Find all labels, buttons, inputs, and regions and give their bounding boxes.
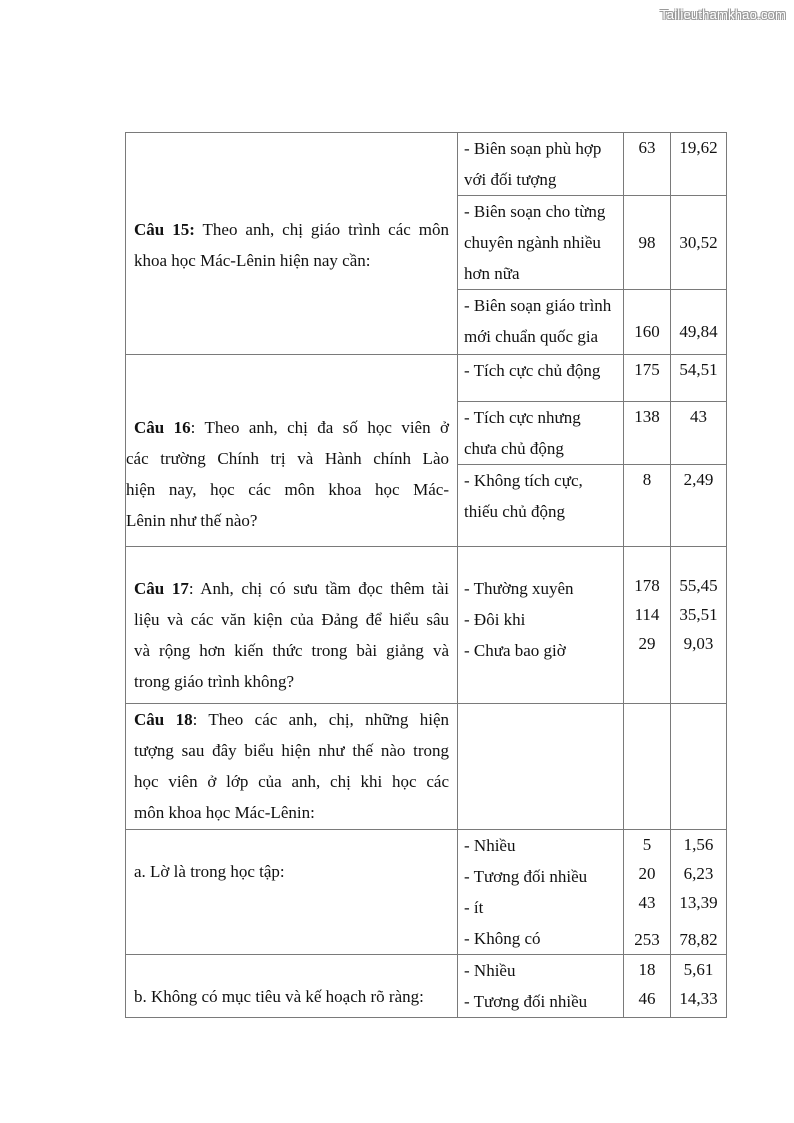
q17-option: - Chưa bao giờ: [464, 641, 566, 660]
question-17-line-2: liệu và các văn kiện của Đảng để hiểu sâu: [134, 610, 449, 629]
question-16-cell: [126, 355, 458, 547]
q15-percent-3: 49,84: [671, 290, 727, 355]
q17-count: 29: [638, 634, 656, 653]
q18b-percents: [671, 955, 727, 1018]
q15-count-2: 98: [624, 196, 671, 290]
q15-count-1: 63: [624, 133, 671, 196]
q15-option-3: - Biên soạn giáo trình mới chuẩn quốc gia: [458, 290, 624, 355]
watermark: Tailieuthamkhao.com: [660, 7, 786, 22]
empty-cell: [458, 704, 624, 830]
q17-count: 178: [634, 576, 660, 595]
question-18b-label: b. Không có mục tiêu và kế hoạch rõ ràng:: [134, 987, 424, 1006]
question-16-line-1: Câu 16: Theo anh, chị đa số học viên ở: [134, 418, 450, 437]
q18b-counts: [624, 955, 671, 1018]
q18a-count: 5: [642, 835, 652, 854]
q18a-percent: 13,39: [679, 893, 718, 912]
q15-option-1: - Biên soạn phù hợp với đối tượng: [458, 133, 624, 196]
q17-percents: [671, 547, 727, 704]
q18b-options: [458, 955, 624, 1018]
q18b-percent: 14,33: [679, 989, 718, 1008]
q18a-options: [458, 830, 624, 955]
table-row: [126, 133, 727, 196]
q16-option-2: - Tích cực nhưng chưa chủ động: [458, 402, 624, 465]
table-row: [126, 704, 727, 830]
q18a-percent: 6,23: [683, 864, 714, 883]
empty-cell: [624, 704, 671, 830]
q16-percent-3: 2,49: [671, 465, 727, 547]
survey-table: [125, 132, 727, 1018]
q17-percent: 35,51: [679, 605, 718, 624]
q18a-percents: [671, 830, 727, 955]
q17-percent: 55,45: [679, 576, 718, 595]
table-row: [126, 355, 727, 402]
question-16-line-2: các trường Chính trị và Hành chính Lào: [126, 449, 449, 468]
q15-percent-1: 19,62: [671, 133, 727, 196]
q18a-count: 20: [638, 864, 656, 883]
question-16-line-3: hiện nay, học các môn khoa học Mác-: [126, 480, 449, 499]
q15-option-2: - Biên soạn cho từng chuyên ngành nhiều hơn nữa: [458, 196, 624, 290]
table-row: [126, 830, 727, 955]
q18a-counts: [624, 830, 671, 955]
q18b-count: 46: [638, 989, 656, 1008]
q18b-count: 18: [638, 960, 656, 979]
q16-count-1: 175: [624, 355, 671, 402]
q17-count: 114: [634, 605, 660, 624]
question-17-line-4: trong giáo trình không?: [134, 672, 295, 691]
q18a-option: - ít: [464, 898, 484, 917]
q18a-option: - Nhiều: [464, 836, 516, 855]
q17-counts: [624, 547, 671, 704]
q16-percent-1: 54,51: [671, 355, 727, 402]
q18a-option: - Tương đối nhiều: [464, 867, 588, 886]
question-16-line-4: Lênin như thế nào?: [126, 511, 258, 530]
q18a-count: 43: [638, 893, 656, 912]
question-18-line-1: Câu 18: Theo các anh, chị, những hiện: [134, 710, 450, 729]
q17-options: [458, 547, 624, 704]
question-18a-cell: [126, 830, 458, 955]
q16-percent-2: 43: [671, 402, 727, 465]
question-17-line-1: Câu 17: Anh, chị có sưu tầm đọc thêm tài: [134, 579, 449, 598]
question-18a-label: a. Lờ là trong học tập:: [134, 862, 285, 881]
question-18-line-2: tượng sau đây biểu hiện như thế nào trong: [134, 741, 449, 760]
q18a-option: - Không có: [464, 929, 541, 948]
question-15-text: Câu 15: Theo anh, chị giáo trình các môn khoa học Mác-Lênin hiện nay cần:: [134, 219, 449, 270]
q16-count-2: 138: [624, 402, 671, 465]
question-18-cell: [126, 704, 458, 830]
question-18b-cell: [126, 955, 458, 1018]
question-18-line-3: học viên ở lớp của anh, chị khi học các: [134, 772, 449, 791]
q18b-percent: 5,61: [683, 960, 714, 979]
q18a-percent: 78,82: [679, 930, 718, 949]
q15-percent-2: 30,52: [671, 196, 727, 290]
question-17-line-3: và rộng hơn kiến thức trong bài giảng và: [134, 641, 449, 660]
q16-option-3: - Không tích cực, thiếu chủ động: [458, 465, 624, 547]
table-row: [126, 955, 727, 1018]
q18b-option: - Nhiều: [464, 961, 516, 980]
question-15-cell: [126, 133, 458, 355]
q18a-count: 253: [634, 930, 660, 949]
q18a-percent: 1,56: [683, 835, 714, 854]
q17-percent: 9,03: [683, 634, 714, 653]
question-17-cell: [126, 547, 458, 704]
table-row: [126, 547, 727, 704]
question-18-line-4: môn khoa học Mác-Lênin:: [134, 803, 315, 822]
q16-option-1: - Tích cực chủ động: [458, 355, 624, 402]
empty-cell: [671, 704, 727, 830]
q18b-option: - Tương đối nhiều: [464, 992, 588, 1011]
q16-count-3: 8: [624, 465, 671, 547]
q17-option: - Thường xuyên: [464, 579, 574, 598]
q17-option: - Đôi khi: [464, 610, 526, 629]
q15-count-3: 160: [624, 290, 671, 355]
